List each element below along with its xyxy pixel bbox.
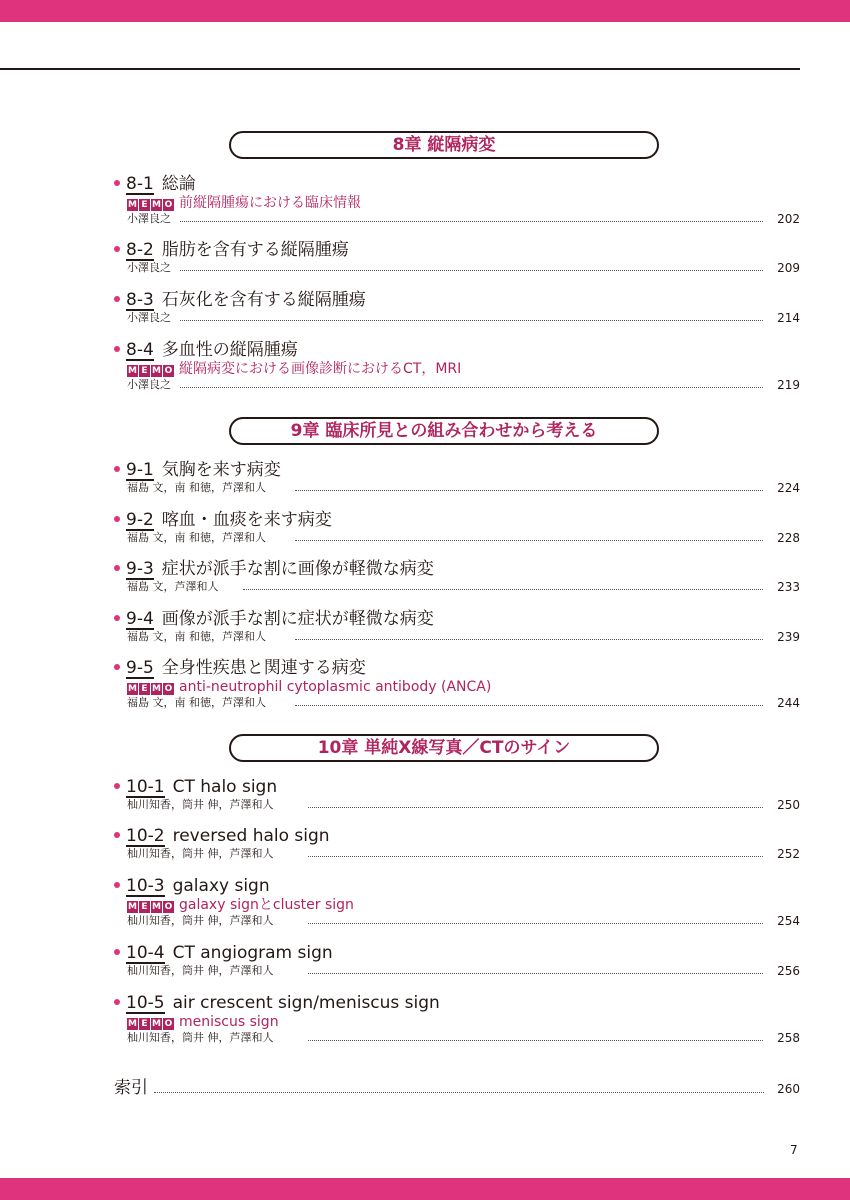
- memo-badge-icon: [127, 897, 175, 913]
- entry-authors: 福島 文，南 和徳，芦澤和人: [127, 630, 270, 644]
- memo-line: [127, 361, 461, 377]
- toc-entry[interactable]: [0, 239, 850, 275]
- entry-heading: [114, 239, 349, 261]
- leader-dots: [295, 705, 763, 706]
- entry-number: 8-1: [126, 174, 154, 194]
- author-line: [127, 580, 800, 594]
- entry-page-number: 244: [773, 696, 800, 710]
- entry-title: 喀血・血痰を来す病変: [161, 510, 332, 530]
- entry-page-number: 256: [773, 964, 800, 978]
- entry-title: 多血性の縦隔腫瘍: [161, 340, 298, 360]
- entry-number: 10-3: [126, 876, 165, 896]
- toc-entry[interactable]: [0, 173, 850, 226]
- leader-dots: [308, 807, 763, 808]
- memo-text: 前縦隔腫瘍における臨床情報: [179, 195, 361, 211]
- index-entry[interactable]: [114, 1077, 800, 1101]
- memo-badge-letter: M: [152, 366, 161, 376]
- bullet-dot-icon: [114, 246, 120, 252]
- entry-heading: [114, 875, 270, 897]
- memo-badge-icon: [127, 679, 175, 695]
- author-line: [127, 964, 800, 978]
- memo-badge-letter: M: [128, 684, 137, 694]
- author-line: [127, 696, 800, 710]
- entry-authors: 杣川知香，筒井 伸，芦澤和人: [127, 1031, 278, 1045]
- entry-page-number: 239: [773, 630, 800, 644]
- entry-number: 9-4: [126, 609, 154, 629]
- memo-badge-letter: M: [152, 1019, 161, 1029]
- leader-dots: [180, 221, 763, 222]
- entry-heading: [114, 992, 440, 1014]
- entry-heading: [114, 289, 366, 311]
- entry-title: galaxy sign: [172, 876, 270, 896]
- leader-dots: [243, 589, 763, 590]
- chapter-heading: 8章 縦隔病変: [229, 131, 659, 159]
- entry-number: 8-2: [126, 240, 154, 260]
- memo-text: anti-neutrophil cytoplasmic antibody (ANCA): [179, 679, 492, 695]
- entry-title: air crescent sign/meniscus sign: [172, 993, 440, 1013]
- memo-line: [127, 679, 491, 695]
- memo-line: [127, 897, 354, 913]
- entry-number: 9-5: [126, 658, 154, 678]
- entry-authors: 福島 文，南 和徳，芦澤和人: [127, 696, 270, 710]
- entry-number: 8-3: [126, 290, 154, 310]
- bullet-dot-icon: [114, 949, 120, 955]
- entry-page-number: 214: [773, 311, 800, 325]
- bullet-dot-icon: [114, 882, 120, 888]
- bullet-dot-icon: [114, 466, 120, 472]
- author-line: [127, 531, 800, 545]
- entry-heading: [114, 173, 196, 195]
- entry-authors: 小澤良之: [127, 378, 175, 392]
- entry-number: 9-1: [126, 460, 154, 480]
- toc-entry[interactable]: [0, 657, 850, 710]
- toc-entry[interactable]: [0, 776, 850, 812]
- memo-badge-letter: O: [164, 1019, 173, 1029]
- entry-page-number: 252: [773, 847, 800, 861]
- toc-entry[interactable]: [0, 509, 850, 545]
- entry-number: 10-1: [126, 777, 165, 797]
- entry-authors: 小澤良之: [127, 311, 175, 325]
- index-label: 索引: [114, 1077, 151, 1099]
- entry-page-number: 219: [773, 378, 800, 392]
- entry-title: reversed halo sign: [172, 826, 330, 846]
- leader-dots: [295, 639, 763, 640]
- entry-authors: 杣川知香，筒井 伸，芦澤和人: [127, 847, 278, 861]
- leader-dots: [180, 270, 763, 271]
- leader-dots: [308, 856, 763, 857]
- author-line: [127, 311, 800, 325]
- bullet-dot-icon: [114, 346, 120, 352]
- entry-authors: 杣川知香，筒井 伸，芦澤和人: [127, 964, 278, 978]
- leader-dots: [308, 973, 763, 974]
- memo-badge-icon: [127, 1014, 175, 1030]
- leader-dots: [308, 1040, 763, 1041]
- memo-badge-letter: M: [128, 200, 137, 210]
- toc-entry[interactable]: [0, 942, 850, 978]
- entry-title: 気胸を来す病変: [161, 460, 281, 480]
- memo-text: galaxy signとcluster sign: [179, 897, 354, 913]
- bullet-dot-icon: [114, 783, 120, 789]
- entry-title: CT halo sign: [172, 777, 278, 797]
- memo-badge-letter: M: [152, 902, 161, 912]
- index-page-number: 260: [777, 1082, 800, 1096]
- entry-heading: [114, 339, 298, 361]
- memo-badge-letter: M: [128, 1019, 137, 1029]
- memo-badge-letter: E: [139, 199, 150, 211]
- toc-entry[interactable]: [0, 608, 850, 644]
- entry-heading: [114, 776, 277, 798]
- leader-dots: [180, 320, 763, 321]
- memo-text: meniscus sign: [179, 1014, 279, 1030]
- toc-entry[interactable]: [0, 992, 850, 1045]
- leader-dots: [308, 923, 763, 924]
- memo-line: [127, 1014, 279, 1030]
- memo-badge-icon: [127, 361, 175, 377]
- entry-heading: [114, 825, 330, 847]
- bullet-dot-icon: [114, 832, 120, 838]
- entry-authors: 福島 文，南 和徳，芦澤和人: [127, 531, 270, 545]
- bullet-dot-icon: [114, 296, 120, 302]
- toc-entry[interactable]: [0, 825, 850, 861]
- entry-heading: [114, 558, 434, 580]
- author-line: [127, 261, 800, 275]
- author-line: [127, 914, 800, 928]
- toc-entry[interactable]: [0, 289, 850, 325]
- chapter-heading: 10章 単純X線写真／CTのサイン: [229, 734, 659, 762]
- author-line: [127, 481, 800, 495]
- memo-badge-letter: E: [139, 683, 150, 695]
- toc-entry[interactable]: [0, 459, 850, 495]
- entry-title: 全身性疾患と関連する病変: [161, 658, 366, 678]
- entry-page-number: 233: [773, 580, 800, 594]
- entry-number: 9-3: [126, 559, 154, 579]
- memo-badge-letter: M: [152, 684, 161, 694]
- entry-title: CT angiogram sign: [172, 943, 333, 963]
- entry-title: 総論: [161, 174, 196, 194]
- entry-number: 8-4: [126, 340, 154, 360]
- bullet-dot-icon: [114, 565, 120, 571]
- memo-badge-letter: E: [139, 901, 150, 913]
- entry-title: 画像が派手な割に症状が軽微な病変: [161, 609, 434, 629]
- entry-title: 脂肪を含有する縦隔腫瘍: [161, 240, 349, 260]
- entry-number: 10-4: [126, 943, 165, 963]
- author-line: [127, 847, 800, 861]
- entry-heading: [114, 608, 434, 630]
- leader-dots: [180, 387, 763, 388]
- entry-authors: 杣川知香，筒井 伸，芦澤和人: [127, 798, 278, 812]
- toc-entry[interactable]: [0, 875, 850, 928]
- author-line: [127, 212, 800, 226]
- memo-badge-letter: O: [164, 366, 173, 376]
- memo-badge-letter: O: [164, 902, 173, 912]
- entry-authors: 小澤良之: [127, 212, 175, 226]
- memo-badge-icon: [127, 195, 175, 211]
- bottom-color-band: [0, 1178, 850, 1200]
- memo-badge-letter: M: [128, 366, 137, 376]
- entry-authors: 福島 文，南 和徳，芦澤和人: [127, 481, 270, 495]
- entry-heading: [114, 942, 333, 964]
- memo-badge-letter: E: [139, 1018, 150, 1030]
- bullet-dot-icon: [114, 516, 120, 522]
- bullet-dot-icon: [114, 999, 120, 1005]
- entry-heading: [114, 657, 366, 679]
- toc-entry[interactable]: [0, 558, 850, 594]
- entry-page-number: 209: [773, 261, 800, 275]
- entry-page-number: 224: [773, 481, 800, 495]
- entry-page-number: 228: [773, 531, 800, 545]
- entry-number: 10-5: [126, 993, 165, 1013]
- author-line: [127, 378, 800, 392]
- chapter-heading: 9章 臨床所見との組み合わせから考える: [229, 417, 659, 445]
- leader-dots: [295, 490, 763, 491]
- entry-page-number: 258: [773, 1031, 800, 1045]
- entry-title: 症状が派手な割に画像が軽微な病変: [161, 559, 434, 579]
- entry-heading: [114, 459, 281, 481]
- entry-authors: 杣川知香，筒井 伸，芦澤和人: [127, 914, 278, 928]
- entry-authors: 小澤良之: [127, 261, 175, 275]
- entry-heading: [114, 509, 332, 531]
- author-line: [127, 1031, 800, 1045]
- memo-badge-letter: O: [164, 200, 173, 210]
- entry-page-number: 202: [773, 212, 800, 226]
- entry-authors: 福島 文，芦澤和人: [127, 580, 223, 594]
- memo-badge-letter: M: [128, 902, 137, 912]
- entry-number: 10-2: [126, 826, 165, 846]
- bullet-dot-icon: [114, 180, 120, 186]
- folio: 7: [790, 1143, 798, 1157]
- leader-dots: [154, 1092, 764, 1093]
- author-line: [127, 798, 800, 812]
- memo-badge-letter: M: [152, 200, 161, 210]
- entry-page-number: 250: [773, 798, 800, 812]
- memo-badge-letter: E: [139, 365, 150, 377]
- entry-title: 石灰化を含有する縦隔腫瘍: [161, 290, 366, 310]
- bullet-dot-icon: [114, 664, 120, 670]
- bullet-dot-icon: [114, 615, 120, 621]
- memo-line: [127, 195, 361, 211]
- memo-badge-letter: O: [164, 684, 173, 694]
- entry-page-number: 254: [773, 914, 800, 928]
- memo-text: 縦隔病変における画像診断におけるCT，MRI: [179, 361, 462, 377]
- entry-number: 9-2: [126, 510, 154, 530]
- toc-entry[interactable]: [0, 339, 850, 392]
- leader-dots: [295, 540, 763, 541]
- author-line: [127, 630, 800, 644]
